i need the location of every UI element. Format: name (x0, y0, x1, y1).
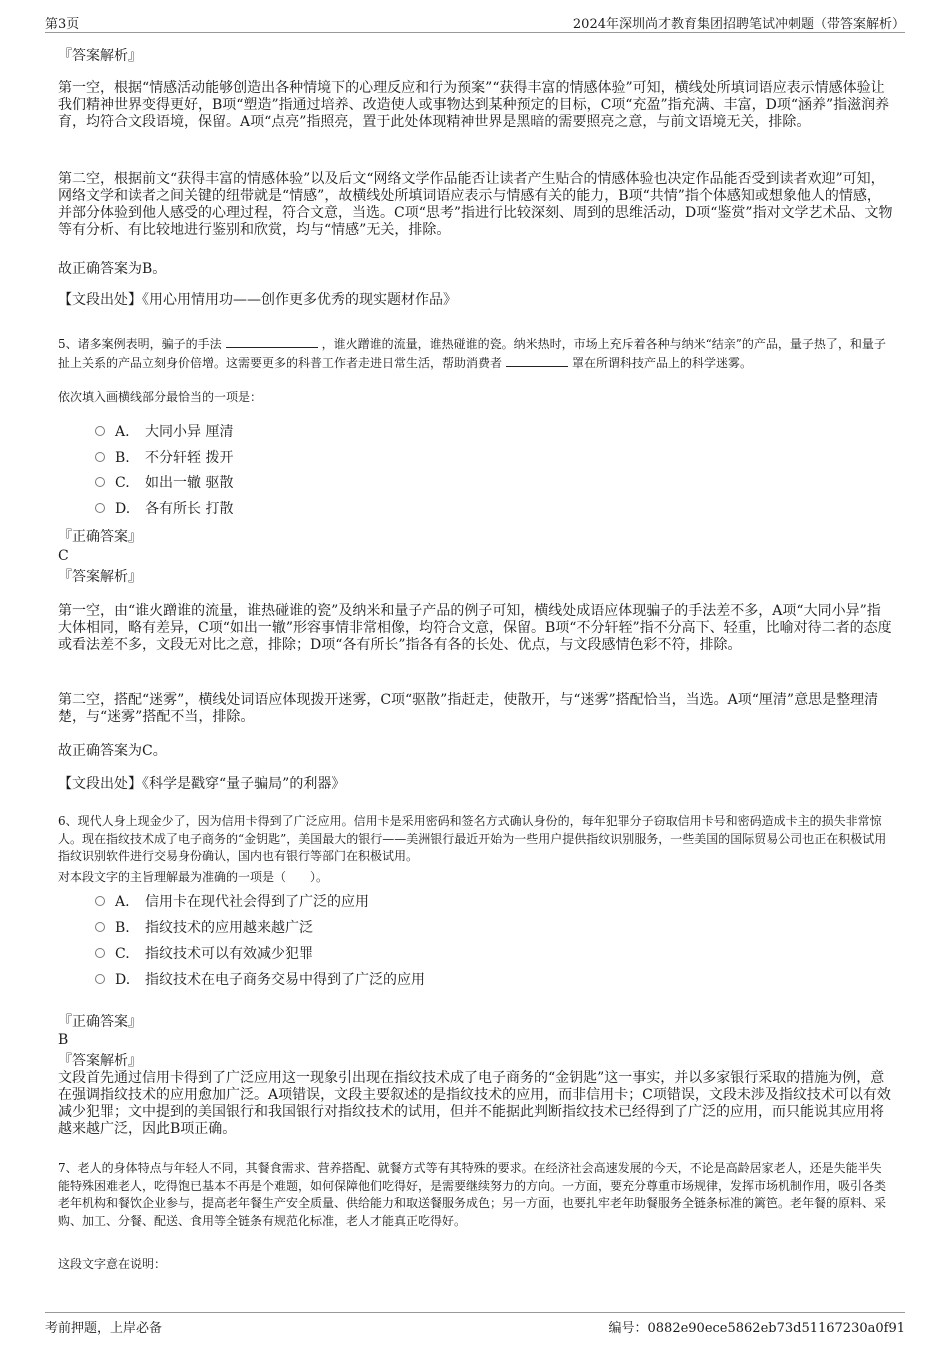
q5-option-b[interactable]: B. 不分轩轾 拨开 (95, 449, 233, 467)
document-title: 2024年深圳尚才教育集团招聘笔试冲刺题（带答案解析） (572, 17, 905, 32)
page-footer (45, 1312, 905, 1335)
q4-conclusion: 故正确答案为B。 (58, 261, 167, 277)
q4-source: 【文段出处】《用心用情用功——创作更多优秀的现实题材作品》 (58, 292, 457, 308)
q5-answer-label: 『正确答案』 (58, 529, 142, 545)
q4-analysis-label: 『答案解析』 (58, 48, 142, 64)
radio-icon[interactable] (95, 922, 105, 932)
q5-stem (58, 335, 893, 372)
q5-analysis-label: 『答案解析』 (58, 569, 142, 585)
q6-answer-label: 『正确答案』 (58, 1014, 142, 1030)
q5-answer: C (58, 548, 69, 564)
q5-prompt: 依次填入画横线部分最恰当的一项是： (58, 390, 263, 404)
radio-icon[interactable] (95, 896, 105, 906)
page-header (45, 10, 905, 33)
q5-analysis-para2: 第二空，搭配“迷雾”，横线处词语应体现拨开迷雾，C项“驱散”指赶走，使散开，与“迷雾”搭配恰当，当选。A项“厘清”意思是整理清楚，与“迷雾”搭配不当，排除。 (58, 692, 879, 725)
q5-blank-1 (226, 335, 318, 348)
q6-analysis: 文段首先通过信用卡得到了广泛应用这一现象引出现在指纹技术成了电子商务的“金钥匙”这一事实，并以多家银行采取的措施为例，意在强调指纹技术的应用愈加广泛。A项错误，文段主要叙述的是指纹技术的应用，而非信用卡；C项错误，文段未涉及指纹技术可以有效减少犯罪；文中提到的美国银行和我国银行对指纹技术的试用，但并不能据此判断指纹技术已经得到了广泛的应用，而只能说其应用将越来越广泛，因此B项正确。 (58, 1070, 891, 1137)
q6-option-a[interactable]: A. 信用卡在现代社会得到了广泛的应用 (95, 893, 369, 911)
q6-option-c[interactable]: C. 指纹技术可以有效减少犯罪 (95, 945, 313, 963)
q7-prompt: 这段文字意在说明： (58, 1257, 167, 1271)
q4-analysis-para1: 第一空，根据“情感活动能够创造出各种情境下的心理反应和行为预案”“获得丰富的情感体验”可知，横线处所填词语应表示情感体验让我们精神世界变得更好，B项“塑造”指通过培养、改造使人或事物达到某种预定的目标，C项“充盈”指充满、丰富，D项“涵养”指滋润养育，均符合文段语境，保留。A项“点亮”指照亮，置于此处体现精神世界是黑暗的需要照亮之意，与前文语境无关，排除。 (58, 80, 890, 130)
q5-option-d[interactable]: D. 各有所长 打散 (95, 500, 233, 518)
q5-source: 【文段出处】《科学是戳穿“量子骗局”的利器》 (58, 776, 346, 792)
page-number: 第3页 (45, 17, 80, 32)
radio-icon[interactable] (95, 452, 105, 462)
radio-icon[interactable] (95, 974, 105, 984)
radio-icon[interactable] (95, 948, 105, 958)
q5-option-a[interactable]: A. 大同小异 厘清 (95, 423, 233, 441)
q6-option-b[interactable]: B. 指纹技术的应用越来越广泛 (95, 919, 313, 937)
document-id: 编号：0882e90ece5862eb73d51167230a0f91 (608, 1321, 905, 1336)
q5-option-c[interactable]: C. 如出一辙 驱散 (95, 474, 233, 492)
q6-stem: 6、现代人身上现金少了，因为信用卡得到了广泛应用。信用卡是采用密码和签名方式确认身份的，每年犯罪分子窃取信用卡号和密码造成卡主的损失非常惊人。现在指纹技术成了电子商务的“金钥匙”，美国最大的银行——美洲银行最近开始为一些用户提供指纹识别服务，一些美国的国际贸易公司也正在积极试用指纹识别软件进行交易身份确认，国内也有银行等部门在积极试用。 (58, 814, 887, 863)
radio-icon[interactable] (95, 503, 105, 513)
footer-slogan: 考前押题，上岸必备 (45, 1321, 163, 1336)
q6-option-d[interactable]: D. 指纹技术在电子商务交易中得到了广泛的应用 (95, 971, 425, 989)
q5-conclusion: 故正确答案为C。 (58, 743, 167, 759)
q5-stem-part1: 5、诸多案例表明，骗子的手法 (58, 337, 222, 351)
q5-stem-part2: ，谁火蹭谁的流量，谁热碰谁的瓷。纳米热时，市场上充斥着各种与纳米“结亲”的产品，量子热了，和量子扯上关系的产品立刻身价倍增。这需要更多的科普工作者走进日常生活，帮助消费者 (58, 337, 886, 370)
q5-blank-2 (506, 354, 568, 367)
q7-stem: 7、老人的身体特点与年轻人不同，其餐食需求、营养搭配、就餐方式等有其特殊的要求。在经济社会高速发展的今天，不论是高龄居家老人，还是失能半失能特殊困难老人，吃得饱已基本不再是个难题，如何保障他们吃得好，是需要继续努力的方向。一方面，要充分尊重市场规律，发挥市场机制作用，吸引各类老年机构和餐饮企业参与，提高老年餐生产安全质量、供给能力和取送餐服务成色；另一方面，也要扎牢老年助餐服务全链条标准的篱笆。老年餐的原料、采购、加工、分餐、配送、食用等全链条有规范化标准，老人才能真正吃得好。 (58, 1161, 887, 1228)
q5-analysis-para1: 第一空，由“谁火蹭谁的流量，谁热碰谁的瓷”及纳米和量子产品的例子可知，横线处成语应体现骗子的手法差不多，A项“大同小异”指大体相同，略有差异，C项“如出一辙”形容事情非常相像，均符合文意，保留。B项“不分轩轾”指不分高下、轻重，比喻对待二者的态度或看法差不多，文段无对比之意，排除；D项“各有所长”指各有各的长处、优点，与文段感情色彩不符，排除。 (58, 603, 892, 653)
q4-analysis-para2: 第二空，根据前文“获得丰富的情感体验”以及后文“网络文学作品能否让读者产生贴合的情感体验也决定作品能否受到读者欢迎”可知，网络文学和读者之间关键的纽带就是“情感”，故横线处所填词语应表示与情感有关的能力，B项“共情”指个体感知或想象他人的情感，并部分体验到他人感受的心理过程，符合文意，当选。C项“思考”指进行比较深刻、周到的思维活动，D项“鉴赏”指对文学艺术品、文物等有分析、有比较地进行鉴别和欣赏，均与“情感”无关，排除。 (58, 171, 893, 238)
radio-icon[interactable] (95, 477, 105, 487)
q6-prompt: 对本段文字的主旨理解最为准确的一项是（ ）。 (58, 870, 329, 884)
radio-icon[interactable] (95, 426, 105, 436)
q6-analysis-label: 『答案解析』 (58, 1053, 142, 1069)
q6-answer: B (58, 1032, 69, 1048)
q5-stem-part3: 罩在所谓科技产品上的科学迷雾。 (572, 355, 753, 370)
